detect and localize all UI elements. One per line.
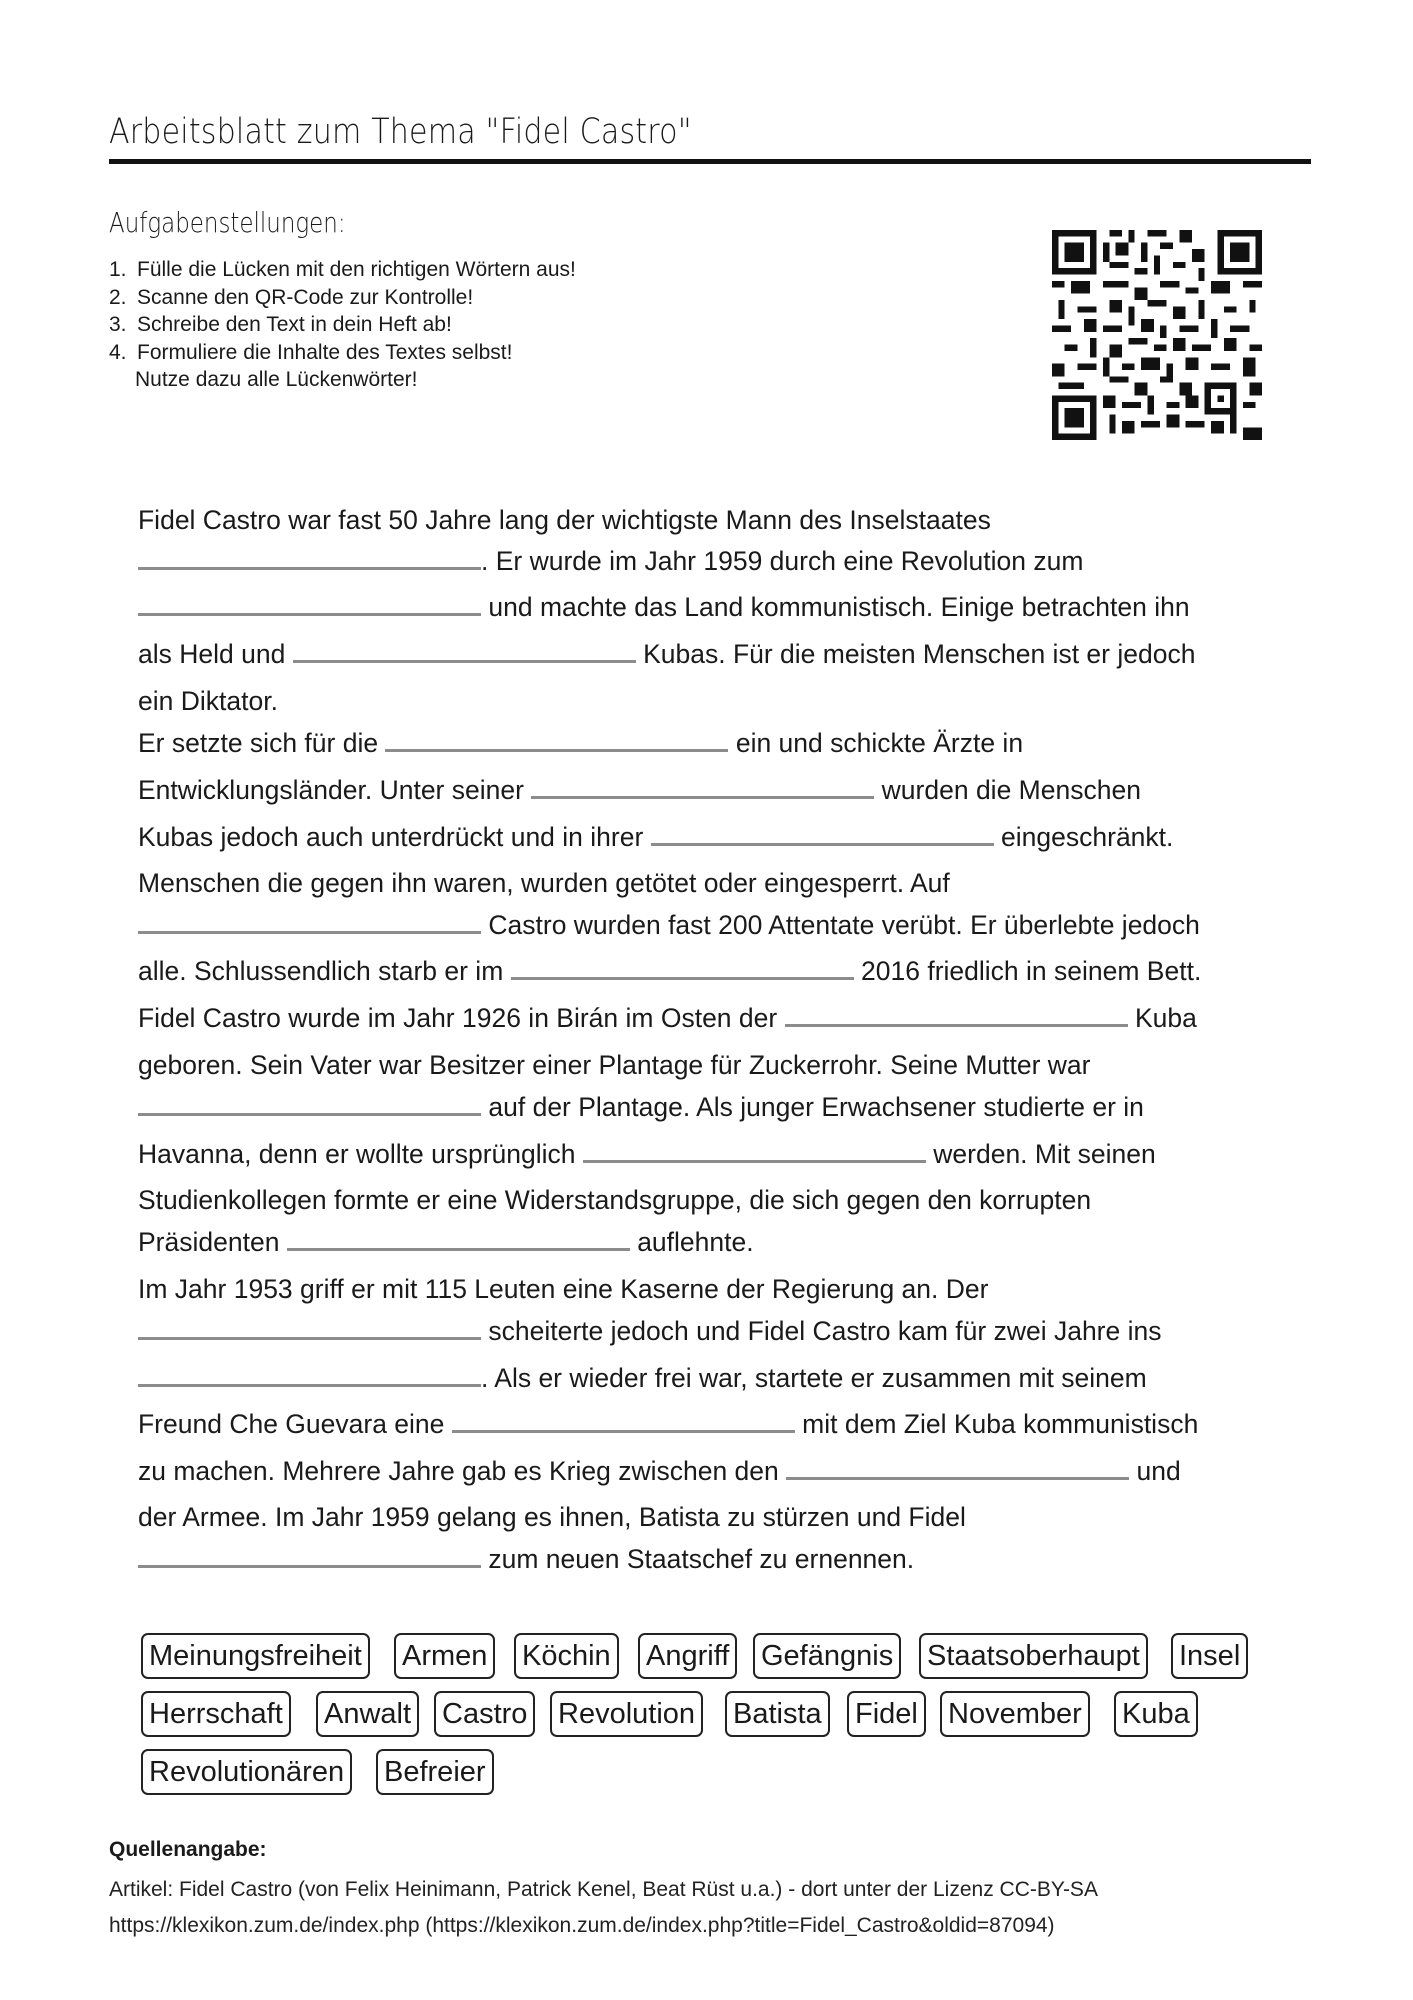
word-chip[interactable]: Gefängnis bbox=[753, 1633, 901, 1679]
cloze-line: Präsidenten auflehnte. bbox=[138, 1227, 754, 1257]
word-chip[interactable]: Anwalt bbox=[316, 1691, 419, 1737]
worksheet-title: Arbeitsblatt zum Thema "Fidel Castro" bbox=[109, 112, 692, 152]
word-chip[interactable]: Befreier bbox=[376, 1749, 494, 1795]
blank-field[interactable] bbox=[138, 1563, 481, 1568]
cloze-line: zu machen. Mehrere Jahre gab es Krieg zwischen den und bbox=[138, 1456, 1181, 1486]
title-divider bbox=[109, 159, 1311, 164]
task-item: 1. Fülle die Lücken mit den richtigen Wörtern aus! bbox=[109, 258, 576, 281]
cloze-line: Er setzte sich für die ein und schickte Ärzte in bbox=[138, 728, 1024, 758]
blank-field[interactable] bbox=[138, 565, 481, 570]
cloze-line: Havanna, denn er wollte ursprünglich werden. Mit seinen bbox=[138, 1139, 1156, 1169]
cloze-line: alle. Schlussendlich starb er im 2016 friedlich in seinem Bett. bbox=[138, 956, 1202, 986]
task-continuation: Nutze dazu alle Lückenwörter! bbox=[135, 368, 418, 391]
blank-field[interactable] bbox=[287, 1246, 630, 1251]
cloze-line: auf der Plantage. Als junger Erwachsener studierte er in bbox=[138, 1092, 1144, 1123]
blank-field[interactable] bbox=[583, 1158, 926, 1163]
qr-code-icon[interactable] bbox=[1052, 230, 1262, 440]
word-chip[interactable]: Revolution bbox=[550, 1691, 703, 1737]
cloze-line: und machte das Land kommunistisch. Einige betrachten ihn bbox=[138, 592, 1190, 623]
word-chip[interactable]: Revolutionären bbox=[141, 1749, 352, 1795]
cloze-line: Menschen die gegen ihn waren, wurden getötet oder eingesperrt. Auf bbox=[138, 868, 950, 898]
word-chip[interactable]: Herrschaft bbox=[141, 1691, 291, 1737]
word-chip[interactable]: Batista bbox=[725, 1691, 830, 1737]
task-item: 4. Formuliere die Inhalte des Textes selbst! bbox=[109, 340, 513, 364]
blank-field[interactable] bbox=[511, 975, 854, 980]
cloze-line: als Held und Kubas. Für die meisten Menschen ist er jedoch bbox=[138, 639, 1196, 669]
word-chip[interactable]: Fidel bbox=[847, 1691, 926, 1737]
cloze-line: scheiterte jedoch und Fidel Castro kam für zwei Jahre ins bbox=[138, 1316, 1162, 1347]
cloze-line: Castro wurden fast 200 Attentate verübt. Er überlebte jedoch bbox=[138, 910, 1200, 941]
cloze-line: Freund Che Guevara eine mit dem Ziel Kuba kommunistisch bbox=[138, 1409, 1199, 1439]
sources-heading: Quellenangabe: bbox=[109, 1838, 267, 1861]
cloze-line: Kubas jedoch auch unterdrückt und in ihrer eingeschränkt. bbox=[138, 822, 1174, 852]
blank-field[interactable] bbox=[385, 747, 728, 752]
task-item: 2. Scanne den QR-Code zur Kontrolle! bbox=[109, 285, 474, 309]
word-chip[interactable]: Köchin bbox=[514, 1633, 619, 1679]
blank-field[interactable] bbox=[138, 611, 481, 616]
source-link[interactable]: https://klexikon.zum.de/index.php (https://klexikon.zum.de/index.php?title=Fidel_Castro&oldid=87094) bbox=[109, 1914, 1055, 1937]
blank-field[interactable] bbox=[452, 1428, 795, 1433]
cloze-line: der Armee. Im Jahr 1959 gelang es ihnen, Batista zu stürzen und Fidel bbox=[138, 1502, 966, 1532]
cloze-line: . Als er wieder frei war, startete er zusammen mit seinem bbox=[138, 1363, 1147, 1394]
word-chip[interactable]: Angriff bbox=[638, 1633, 737, 1679]
word-chip[interactable]: Castro bbox=[434, 1691, 535, 1737]
word-chip[interactable]: Meinungsfreiheit bbox=[141, 1633, 370, 1679]
cloze-line: Entwicklungsländer. Unter seiner wurden die Menschen bbox=[138, 775, 1141, 805]
word-chip[interactable]: November bbox=[940, 1691, 1090, 1737]
cloze-line: Fidel Castro wurde im Jahr 1926 in Birán im Osten der Kuba bbox=[138, 1003, 1197, 1033]
blank-field[interactable] bbox=[138, 1111, 481, 1116]
cloze-line: Im Jahr 1953 griff er mit 115 Leuten eine Kaserne der Regierung an. Der bbox=[138, 1274, 989, 1304]
tasks-heading: Aufgabenstellungen: bbox=[109, 206, 346, 239]
blank-field[interactable] bbox=[138, 1335, 481, 1340]
cloze-line: zum neuen Staatschef zu ernennen. bbox=[138, 1544, 914, 1575]
cloze-line: ein Diktator. bbox=[138, 686, 278, 716]
word-chip[interactable]: Kuba bbox=[1114, 1691, 1198, 1737]
cloze-line: Fidel Castro war fast 50 Jahre lang der wichtigste Mann des Inselstaates bbox=[138, 505, 991, 535]
blank-field[interactable] bbox=[293, 658, 636, 663]
word-chip[interactable]: Insel bbox=[1171, 1633, 1248, 1679]
task-item: 3. Schreibe den Text in dein Heft ab! bbox=[109, 313, 452, 336]
task-list bbox=[109, 256, 576, 394]
blank-field[interactable] bbox=[531, 794, 874, 799]
cloze-line: . Er wurde im Jahr 1959 durch eine Revolution zum bbox=[138, 546, 1083, 577]
cloze-line: geboren. Sein Vater war Besitzer einer Plantage für Zuckerrohr. Seine Mutter war bbox=[138, 1050, 1091, 1080]
blank-field[interactable] bbox=[785, 1022, 1128, 1027]
source-article: Artikel: Fidel Castro (von Felix Heinimann, Patrick Kenel, Beat Rüst u.a.) - dort unter der Lizenz CC-BY-SA bbox=[109, 1878, 1098, 1901]
blank-field[interactable] bbox=[138, 1382, 481, 1387]
cloze-line: Studienkollegen formte er eine Widerstandsgruppe, die sich gegen den korrupten bbox=[138, 1185, 1092, 1215]
blank-field[interactable] bbox=[786, 1475, 1129, 1480]
blank-field[interactable] bbox=[651, 841, 994, 846]
blank-field[interactable] bbox=[138, 929, 481, 934]
word-chip[interactable]: Armen bbox=[394, 1633, 495, 1679]
word-chip[interactable]: Staatsoberhaupt bbox=[919, 1633, 1148, 1679]
